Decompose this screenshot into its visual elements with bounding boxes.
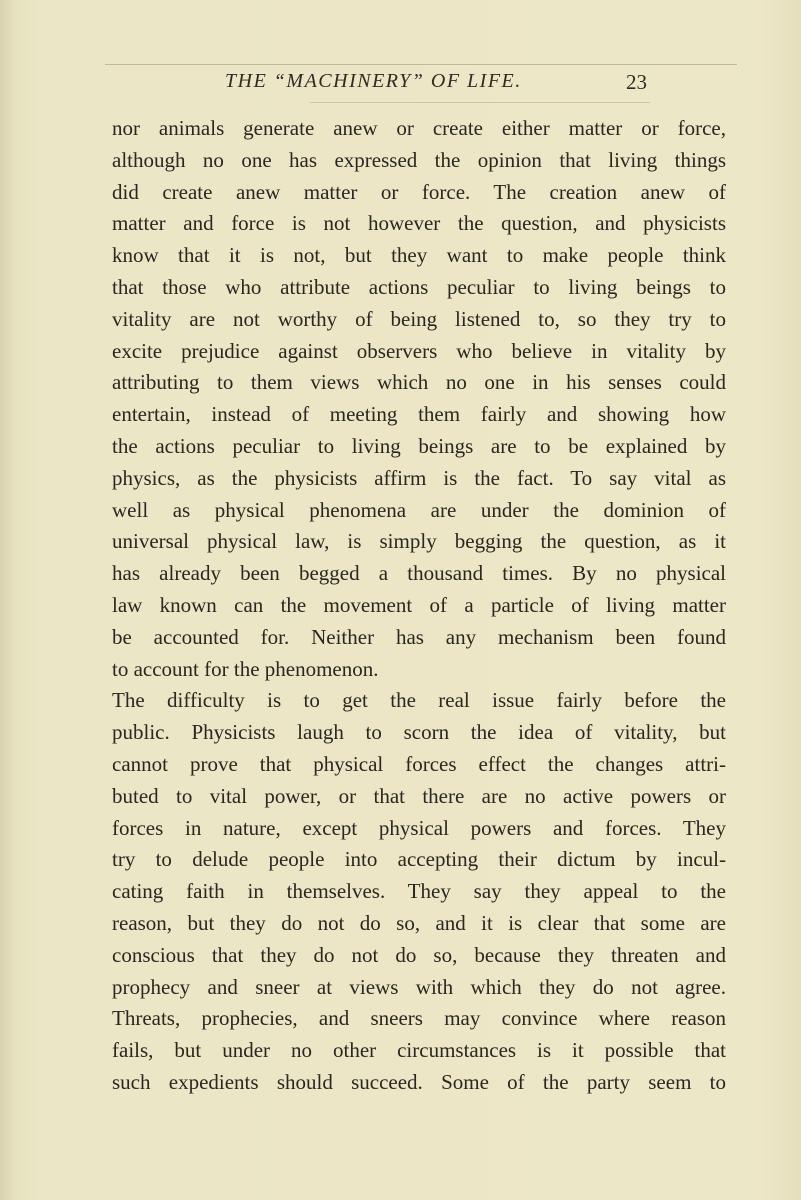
text-line: law known can the movement of a particle of living matter xyxy=(112,592,726,617)
text-line: nor animals generate anew or create either matter or force, xyxy=(112,116,726,140)
text-line: conscious that they do not do so, because they threaten and xyxy=(112,942,726,967)
top-rule xyxy=(105,64,737,65)
page-number: 23 xyxy=(626,70,647,94)
text-line: excite prejudice against observers who believe in vitality by xyxy=(112,338,726,363)
text-line: cating faith in themselves. They say they appeal to the xyxy=(112,879,726,904)
text-line: the actions peculiar to living beings are to be explained by xyxy=(112,433,726,458)
text-line: forces in nature, except physical powers and forces. They xyxy=(112,815,726,840)
text-line: such expedients should succeed. Some of the party seem to xyxy=(112,1069,726,1094)
text-line: did create anew matter or force. The creation anew of xyxy=(112,179,726,204)
text-line: matter and force is not however the question, and physicists xyxy=(112,211,726,236)
text-line: The difficulty is to get the real issue fairly before the xyxy=(112,688,726,713)
text-line: well as physical phenomena are under the dominion of xyxy=(112,497,726,522)
text-line: has already been begged a thousand times. By no physical xyxy=(112,561,726,586)
text-line: try to delude people into accepting their dictum by incul- xyxy=(112,847,726,872)
text-line: entertain, instead of meeting them fairly and showing how xyxy=(112,402,726,427)
text-line: that those who attribute actions peculiar to living beings to xyxy=(112,274,726,299)
body-text xyxy=(112,113,726,1099)
text-line: attributing to them views which no one in his senses could xyxy=(112,370,726,395)
text-line: prophecy and sneer at views with which they do not agree. xyxy=(112,974,726,999)
header-rule xyxy=(310,102,650,103)
running-head: THE “MACHINERY” OF LIFE. xyxy=(225,70,522,92)
text-line: buted to vital power, or that there are no active powers or xyxy=(112,783,726,808)
text-line: vitality are not worthy of being listened to, so they try to xyxy=(112,306,726,331)
text-line: know that it is not, but they want to make people think xyxy=(112,243,726,268)
text-line: although no one has expressed the opinion that living things xyxy=(112,147,726,172)
text-line: universal physical law, is simply begging the question, as it xyxy=(112,529,726,554)
text-line: reason, but they do not do so, and it is clear that some are xyxy=(112,910,726,935)
text-line: be accounted for. Neither has any mechanism been found xyxy=(112,624,726,649)
text-line: Threats, prophecies, and sneers may convince where reason xyxy=(112,1006,726,1031)
text-line: cannot prove that physical forces effect the changes attri- xyxy=(112,751,726,776)
text-line: public. Physicists laugh to scorn the idea of vitality, but xyxy=(112,720,726,745)
text-line: physics, as the physicists affirm is the fact. To say vital as xyxy=(112,465,726,490)
text-line: fails, but under no other circumstances is it possible that xyxy=(112,1038,726,1063)
text-line: to account for the phenomenon. xyxy=(112,656,379,681)
